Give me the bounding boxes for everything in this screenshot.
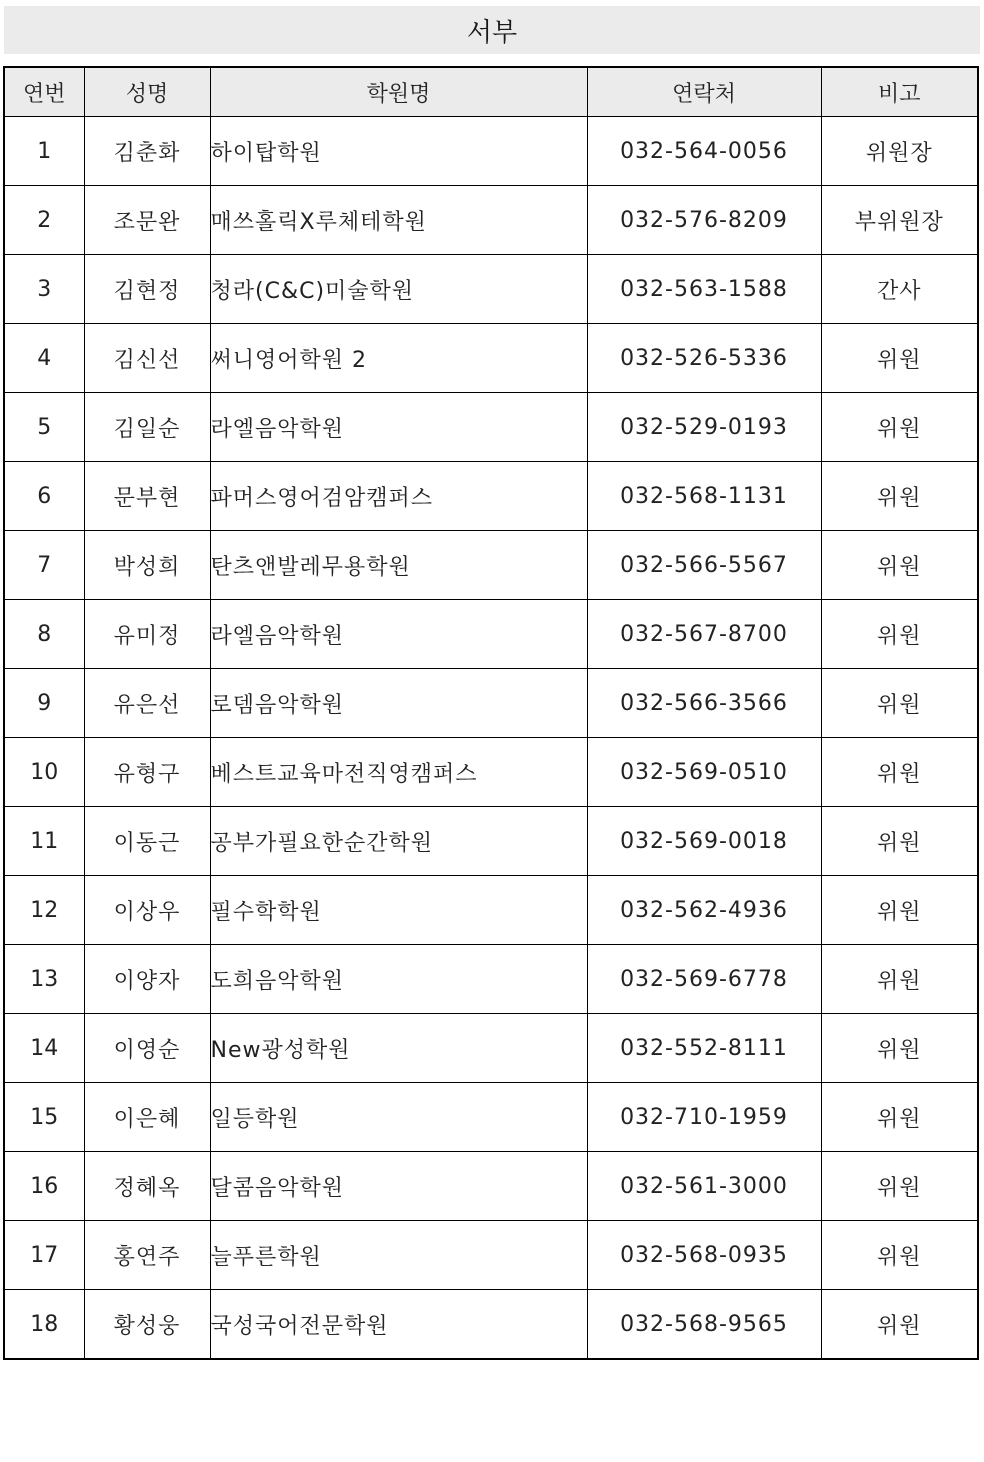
- cell-number: 11: [4, 807, 84, 876]
- cell-number: 17: [4, 1221, 84, 1290]
- table-row: [4, 669, 978, 738]
- cell-note: 위원: [821, 669, 978, 738]
- header-row: [4, 67, 978, 117]
- cell-phone: 032-710-1959: [587, 1083, 821, 1152]
- cell-note: 위원: [821, 807, 978, 876]
- cell-academy: 라엘음악학원: [210, 600, 587, 669]
- table-row: [4, 255, 978, 324]
- cell-name: 문부현: [84, 462, 210, 531]
- cell-academy: 달콤음악학원: [210, 1152, 587, 1221]
- cell-phone: 032-529-0193: [587, 393, 821, 462]
- table-row: [4, 807, 978, 876]
- header-name: 성명: [84, 67, 210, 117]
- cell-name: 유형구: [84, 738, 210, 807]
- cell-phone: 032-566-5567: [587, 531, 821, 600]
- cell-name: 유은선: [84, 669, 210, 738]
- cell-number: 15: [4, 1083, 84, 1152]
- table-body: [4, 117, 978, 1360]
- page-title: 서부: [4, 6, 980, 54]
- table-row: [4, 1221, 978, 1290]
- cell-number: 4: [4, 324, 84, 393]
- cell-academy: 탄츠앤발레무용학원: [210, 531, 587, 600]
- cell-phone: 032-563-1588: [587, 255, 821, 324]
- header-contact: 연락처: [587, 67, 821, 117]
- cell-name: 박성희: [84, 531, 210, 600]
- cell-name: 이영순: [84, 1014, 210, 1083]
- cell-number: 13: [4, 945, 84, 1014]
- cell-name: 조문완: [84, 186, 210, 255]
- cell-number: 9: [4, 669, 84, 738]
- cell-note: 위원: [821, 1221, 978, 1290]
- table-row: [4, 1152, 978, 1221]
- cell-note: 위원장: [821, 117, 978, 186]
- cell-note: 위원: [821, 1152, 978, 1221]
- cell-phone: 032-569-6778: [587, 945, 821, 1014]
- cell-note: 위원: [821, 945, 978, 1014]
- cell-number: 6: [4, 462, 84, 531]
- cell-phone: 032-569-0510: [587, 738, 821, 807]
- table-row: [4, 1083, 978, 1152]
- cell-number: 18: [4, 1290, 84, 1360]
- cell-name: 정혜옥: [84, 1152, 210, 1221]
- cell-note: 위원: [821, 531, 978, 600]
- cell-academy: 매쓰홀릭X루체테학원: [210, 186, 587, 255]
- table-row: [4, 876, 978, 945]
- cell-name: 이은혜: [84, 1083, 210, 1152]
- header-academy: 학원명: [210, 67, 587, 117]
- table-row: [4, 1290, 978, 1360]
- cell-academy: 일등학원: [210, 1083, 587, 1152]
- table-row: [4, 117, 978, 186]
- cell-name: 황성웅: [84, 1290, 210, 1360]
- header-note: 비고: [821, 67, 978, 117]
- cell-academy: 청라(C&C)미술학원: [210, 255, 587, 324]
- cell-academy: 하이탑학원: [210, 117, 587, 186]
- member-table: [3, 66, 979, 1360]
- table-row: [4, 324, 978, 393]
- cell-academy: 필수학학원: [210, 876, 587, 945]
- cell-academy: 써니영어학원 2: [210, 324, 587, 393]
- cell-name: 이양자: [84, 945, 210, 1014]
- cell-note: 위원: [821, 1290, 978, 1360]
- cell-number: 10: [4, 738, 84, 807]
- table-row: [4, 1014, 978, 1083]
- cell-number: 5: [4, 393, 84, 462]
- cell-name: 김신선: [84, 324, 210, 393]
- cell-phone: 032-567-8700: [587, 600, 821, 669]
- cell-name: 유미정: [84, 600, 210, 669]
- cell-phone: 032-561-3000: [587, 1152, 821, 1221]
- cell-name: 이상우: [84, 876, 210, 945]
- cell-note: 위원: [821, 600, 978, 669]
- cell-number: 7: [4, 531, 84, 600]
- header-number: 연번: [4, 67, 84, 117]
- cell-phone: 032-562-4936: [587, 876, 821, 945]
- cell-academy: 파머스영어검암캠퍼스: [210, 462, 587, 531]
- cell-academy: 로뎀음악학원: [210, 669, 587, 738]
- cell-number: 12: [4, 876, 84, 945]
- cell-name: 김일순: [84, 393, 210, 462]
- cell-number: 16: [4, 1152, 84, 1221]
- cell-number: 2: [4, 186, 84, 255]
- table-row: [4, 945, 978, 1014]
- cell-phone: 032-566-3566: [587, 669, 821, 738]
- cell-phone: 032-576-8209: [587, 186, 821, 255]
- cell-name: 김현정: [84, 255, 210, 324]
- cell-academy: 늘푸른학원: [210, 1221, 587, 1290]
- table-row: [4, 462, 978, 531]
- cell-academy: New광성학원: [210, 1014, 587, 1083]
- cell-academy: 라엘음악학원: [210, 393, 587, 462]
- cell-note: 위원: [821, 876, 978, 945]
- cell-note: 위원: [821, 462, 978, 531]
- cell-name: 김춘화: [84, 117, 210, 186]
- cell-name: 이동근: [84, 807, 210, 876]
- cell-phone: 032-568-1131: [587, 462, 821, 531]
- cell-note: 위원: [821, 1014, 978, 1083]
- cell-note: 위원: [821, 324, 978, 393]
- cell-phone: 032-568-0935: [587, 1221, 821, 1290]
- cell-number: 1: [4, 117, 84, 186]
- cell-phone: 032-526-5336: [587, 324, 821, 393]
- cell-academy: 국성국어전문학원: [210, 1290, 587, 1360]
- cell-phone: 032-568-9565: [587, 1290, 821, 1360]
- table-row: [4, 600, 978, 669]
- cell-note: 간사: [821, 255, 978, 324]
- cell-academy: 도희음악학원: [210, 945, 587, 1014]
- cell-number: 14: [4, 1014, 84, 1083]
- table-row: [4, 531, 978, 600]
- cell-academy: 베스트교육마전직영캠퍼스: [210, 738, 587, 807]
- cell-number: 3: [4, 255, 84, 324]
- cell-note: 위원: [821, 1083, 978, 1152]
- cell-note: 부위원장: [821, 186, 978, 255]
- cell-note: 위원: [821, 738, 978, 807]
- table-row: [4, 393, 978, 462]
- cell-phone: 032-569-0018: [587, 807, 821, 876]
- cell-phone: 032-552-8111: [587, 1014, 821, 1083]
- cell-phone: 032-564-0056: [587, 117, 821, 186]
- cell-note: 위원: [821, 393, 978, 462]
- table-row: [4, 186, 978, 255]
- cell-academy: 공부가필요한순간학원: [210, 807, 587, 876]
- table-row: [4, 738, 978, 807]
- cell-name: 홍연주: [84, 1221, 210, 1290]
- cell-number: 8: [4, 600, 84, 669]
